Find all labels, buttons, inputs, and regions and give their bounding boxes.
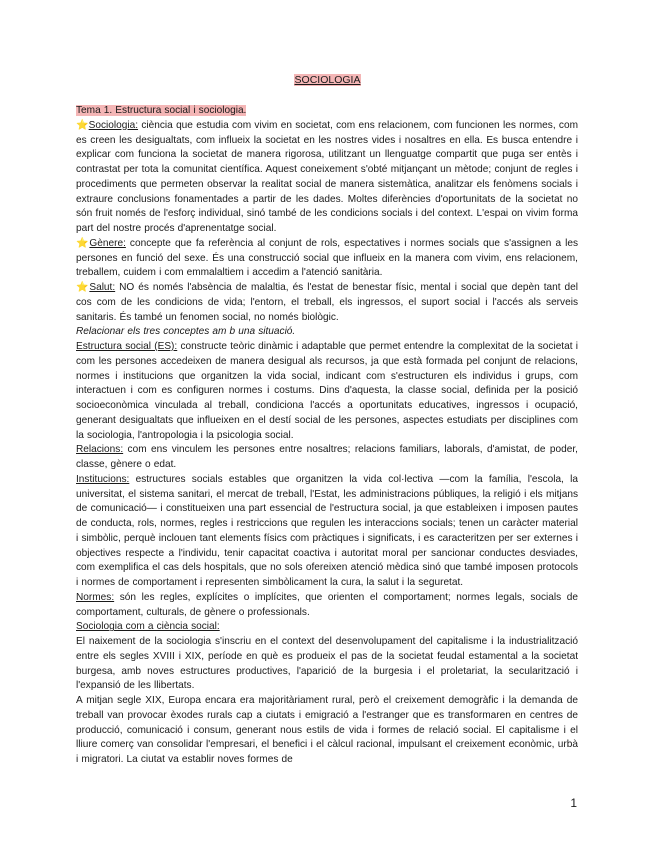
paragraph-relacions: Relacions: com ens vinculem les persones entre nosaltres; relacions familiars, laborals, d'amistat, de poder, classe, gènere o edat. xyxy=(76,444,578,470)
star-icon: ⭐ xyxy=(76,119,89,131)
italic-note: Relacionar els tres conceptes am b una situació. xyxy=(76,326,296,338)
document-title: SOCIOLOGIA xyxy=(294,74,361,86)
paragraph-mitjan-segle: A mitjan segle XIX, Europa encara era majoritàriament rural, però el creixement demogràfic i la demanda de treball van provocar èxodes rurals cap a ciutats i emigració a l'estranger que es transformaren en centres de producció, comunicació i consum, generant nous estils de vida i formes de relació social. El capitalisme i el lliure comerç van consolidar l'empresari, el benefici i el càlcul racional, impulsant el creixement econòmic, urbà i migratori. La ciutat va establir noves formes de xyxy=(76,695,578,765)
star-icon: ⭐ xyxy=(76,237,90,249)
page-number: 1 xyxy=(570,796,577,810)
heading-sociologia-ciencia: Sociologia com a ciència social: xyxy=(76,621,220,633)
paragraph-estructura-social: Estructura social (ES): constructe teòric dinàmic i adaptable que permet entendre la complexitat de la societat i com les persones accedeixen de manera desigual als recursos, ja que està formada pel conjunt de relacions, normes i institucions que organitzen la vida social, indicant com s'estructuren els individus i grups, com interactuen i com es configuren normes i costums. Dins d'aquesta, la classe social, definida per la posició socioeconòmica vinculada al treball, condiciona l'accés a oportunitats educatives, ingressos i ocupació, generant desigualtats que influeixen en el destí social de les persones, aspectes estudiats per disciplines com la sociologia, l'antropologia i la psicologia social. xyxy=(76,341,578,441)
paragraph-institucions: Institucions: estructures socials estables que organitzen la vida col·lectiva —com la família, l'escola, la universitat, el sistema sanitari, el mercat de treball, l'Estat, les administracions públiques, la religió i els mitjans de comunicació— i constitueixen una part essencial de l'estructura social, ja que estableixen i imposen pautes de conducta, rols, normes, regles i restriccions que regulen les interaccions socials; tenen un caràcter material i simbòlic, perquè inclouen tant elements físics com pràctiques i significats, i es caracteritzen per ser externes i objectives respecte a l'individu, tenir capacitat coactiva i autoritat moral per sancionar conductes desviades, com exemplifica el cas dels hospitals, que no sols ofereixen atenció mèdica sinó que també imposen protocols i normes de comportament i representen simbòlicament la cura, la salut i la seguretat. xyxy=(76,473,578,588)
paragraph-naixement: El naixement de la sociologia s'inscriu en el context del desenvolupament del capitalisme i la industrialització entre els segles XVIII i XIX, període en què es produeix el pas de la societat feudal estamental a la societat burgesa, amb noves estructures productives, l'aparició de la burgesia i el proletariat, la secularització i l'expansió de les llibertats. xyxy=(76,636,578,692)
paragraph-normes: Normes: són les regles, explícites o implícites, que orienten el comportament; normes legals, socials de comportament, culturals, de gènere o professionals. xyxy=(76,591,578,618)
paragraph-sociologia: ⭐Sociologia: ciència que estudia com vivim en societat, com ens relacionem, com funcionen les normes, com es creen les desigualtats, com influeix la societat en les nostres vides i nosaltres en ella. Es busca entendre i explicar com funciona la societat de manera rigorosa, utilitzant un llenguatge compartit que puga ser entès i contrastat per tota la comunitat científica. Aquest coneixement s'obté mitjançant un mètode; conjunt de regles i procediments que permeten observar la realitat social de manera sistemàtica, analitzar els fenòmens socials i extraure conclusions fonamentades a partir de les dades. Moltes diferències d'oportunitats de la societat no són fruit només de l'esforç individual, sinó també de les condicions socials i del context. L'espai on vivim forma part del nostre procés d'aprenentatge social. xyxy=(76,119,579,234)
tema-heading: Tema 1. Estructura social i sociologia. xyxy=(76,105,247,116)
paragraph-genere: ⭐Gènere: concepte que fa referència al conjunt de rols, espectatives i normes socials que s'assignen a les persones en funció del sexe. És una construcció social que influeix en la manera com vivim, ens relacionem, treballem, cuidem i com emmalaltiem i accedim a l'atenció sanitària. xyxy=(76,237,579,279)
paragraph-salut: ⭐Salut: NO és només l'absència de malaltia, és l'estat de benestar físic, mental i social que depèn tant del cos com de les condicions de vida; l'entorn, el treball, els ingressos, el suport social i l'accés als serveis sanitaris. És també un fenomen social, no només biològic. xyxy=(76,282,578,323)
document-body xyxy=(76,104,578,768)
star-icon: ⭐ xyxy=(76,282,90,293)
